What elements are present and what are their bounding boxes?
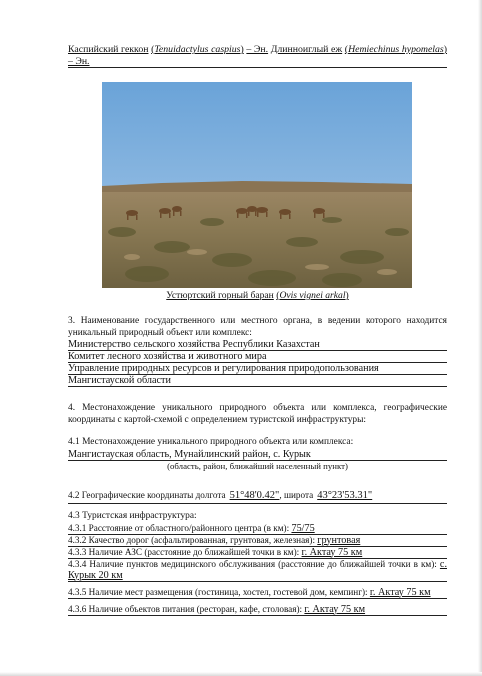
location-label: 4.1 Местонахождение уникального природного объекта или комплекса: (68, 437, 354, 447)
section-4 (68, 403, 447, 426)
page-edge-shadow (478, 0, 482, 676)
species2-status: – Эн. (68, 56, 90, 67)
authority-line-4: Мангистауской области (68, 375, 447, 387)
steppe-photo (102, 82, 412, 288)
page-bottom-shadow (0, 672, 482, 676)
location-value: Мангистауская область, Мунайлинский район, с. Курык (68, 449, 447, 461)
species2-name: Длинноиглый еж (270, 44, 343, 55)
authority-line-2: Комитет лесного хозяйства и животного мира (68, 351, 447, 363)
location-hint: (область, район, ближайший населенный пункт) (167, 460, 348, 471)
latitude-value: 43°23'53.31" (317, 490, 373, 501)
coordinates-label: 4.2 Географические координаты долгота (68, 490, 226, 500)
infra-item-5: 4.3.5 Наличие мест размещения (гостиница, хостел, гостевой дом, кемпинг): г. Актау 75 км (68, 587, 447, 599)
intro-paragraph: Каспийский геккон (Tenuidactylus caspius) – Эн. Длинноиглый еж (Hemiechinus hypomelas) – Эн. (68, 44, 448, 67)
section-3-heading: 3. Наименование государственного или местного органа, в ведении которого находится уникальный природный объект или комплекс: (68, 316, 447, 338)
infra-item-1: 4.3.1 Расстояние от областного/районного центра (в км): 75/75 (68, 523, 447, 535)
infrastructure-heading: 4.3 Туристская инфраструктура: (68, 511, 197, 521)
longitude-value: 51°48'0.42" (229, 490, 280, 501)
species1-name: Каспийский геккон (68, 44, 149, 55)
infra-item-3: 4.3.3 Наличие АЗС (расстояние до ближайшей точки в км): г. Актау 75 км (68, 547, 447, 559)
infra-item-4: 4.3.4 Наличие пунктов медицинского обслуживания (расстояние до ближайшей точки в км): с. Курык 20 км (68, 558, 447, 581)
coordinates-line: 4.2 Географические координаты долгота 51°48'0.42", широта 43°23'53.31" (68, 485, 447, 504)
caption-latin: Ovis vignei arkal (279, 290, 346, 301)
infrastructure-block (68, 511, 447, 616)
infra-item-2: 4.3.2 Качество дорог (асфальтированная, грунтовая, железная): грунтовая (68, 535, 447, 547)
authority-line-1: Министерство сельского хозяйства Республики Казахстан (68, 339, 447, 351)
section-4-heading: 4. Местонахождение уникального природного объекта или комплекса, географические координаты с картой-схемой с определением туристской инфраструктуры: (68, 403, 447, 425)
species1-latin: Tenuidactylus caspius (154, 44, 241, 55)
species1-status: – Эн. (246, 44, 269, 55)
caption-name: Устюртский горный баран (166, 290, 274, 301)
location-block (68, 437, 447, 471)
photo-caption: Устюртский горный баран (Ovis vignei arkal) (166, 290, 349, 301)
authority-line-3: Управление природных ресурсов и регулирования природопользования (68, 363, 447, 375)
infra-item-6: 4.3.6 Наличие объектов питания (ресторан, кафе, столовая): г. Актау 75 км (68, 604, 447, 616)
section-3 (68, 316, 447, 387)
species2-latin: Hemiechinus hypomelas (348, 44, 444, 55)
